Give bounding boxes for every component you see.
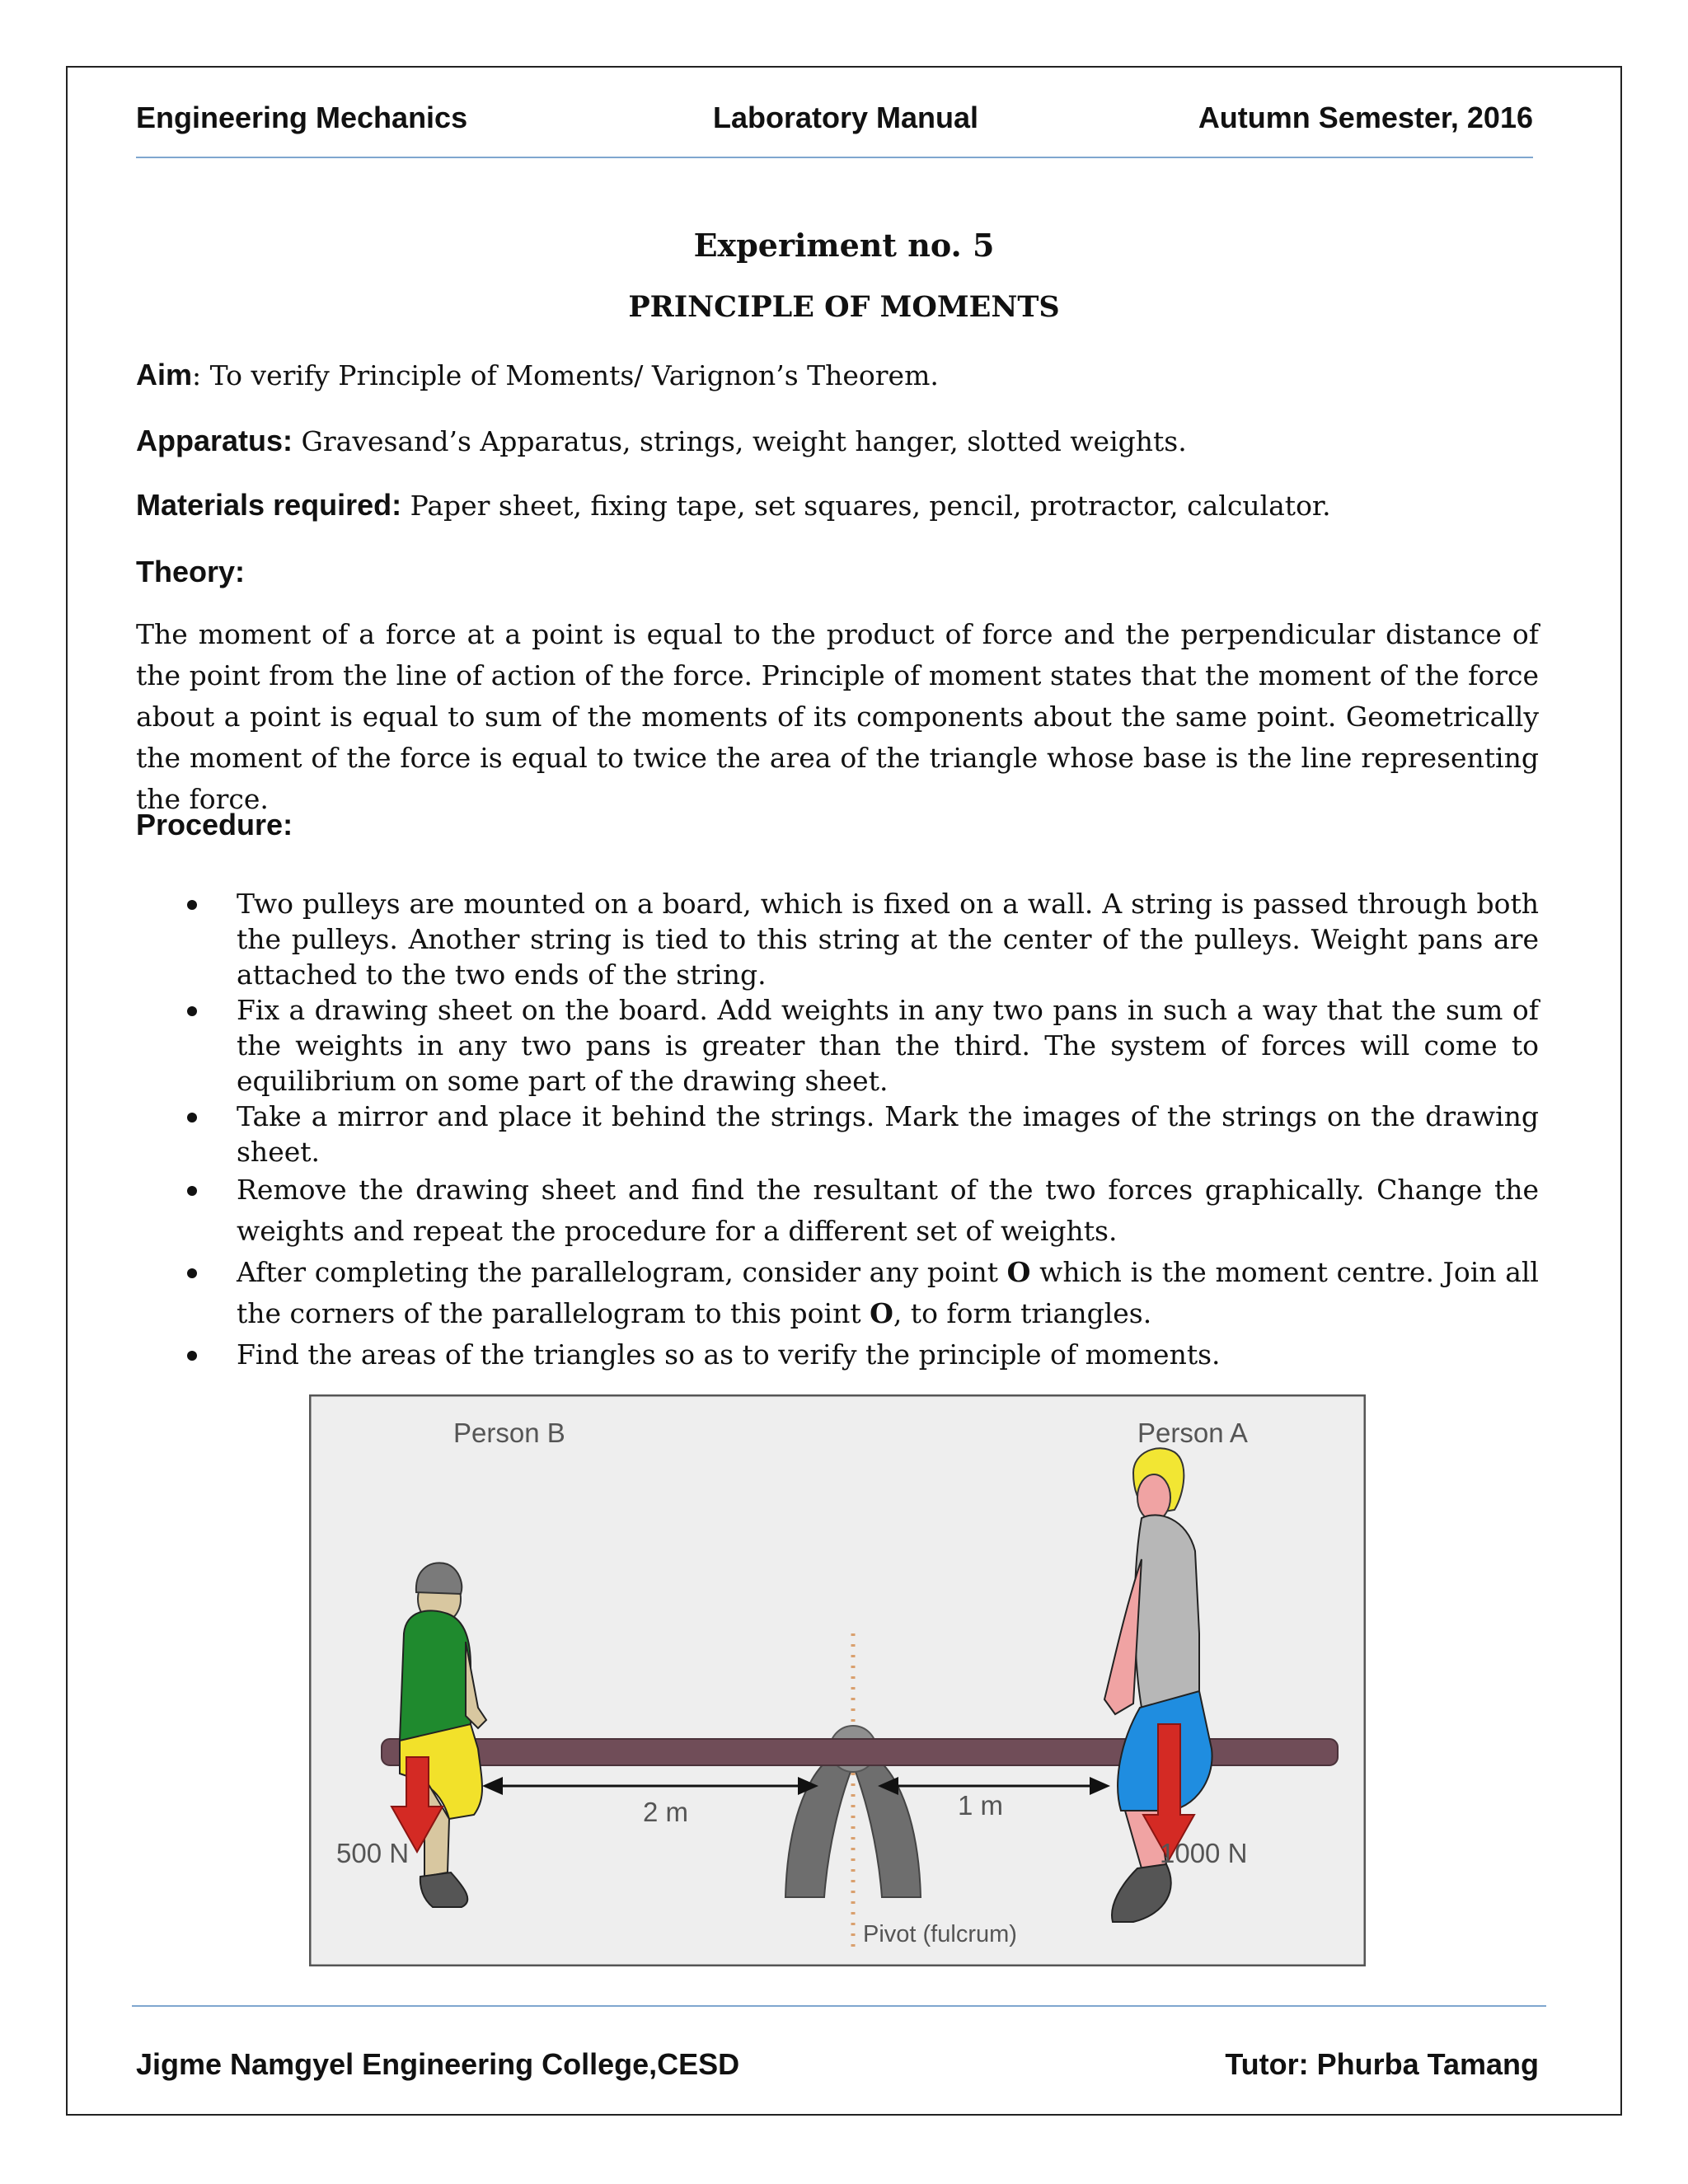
footer-rule — [132, 2005, 1546, 2007]
label-force-left: 500 N — [336, 1838, 410, 1868]
bullet-icon — [187, 900, 197, 910]
apparatus-text: Gravesand’s Apparatus, strings, weight hanger, slotted weights. — [293, 425, 1187, 457]
label-pivot: Pivot (fulcrum) — [863, 1921, 1017, 1947]
materials-text: Paper sheet, fixing tape, set squares, pencil, protractor, calculator. — [401, 490, 1331, 522]
materials-label: Materials required: — [136, 488, 402, 522]
label-person-b: Person B — [453, 1418, 565, 1448]
materials-line — [136, 485, 1539, 527]
bullet-icon — [187, 1351, 197, 1361]
theory-heading: Theory: — [136, 555, 246, 588]
aim-label: Aim — [136, 358, 193, 391]
bullet-icon — [187, 1006, 197, 1016]
bullet-icon — [187, 1186, 197, 1196]
experiment-number: Experiment no. 5 — [693, 227, 995, 264]
list-item: After completing the parallelogram, consider any point O which is the moment centre. Join all the corners of the parallelogram to this point O, to form triangles. — [136, 1252, 1539, 1334]
experiment-title: PRINCIPLE OF MOMENTS — [628, 290, 1060, 324]
page-footer — [136, 2047, 1539, 2083]
label-person-a: Person A — [1137, 1418, 1248, 1448]
aim-line — [136, 354, 1539, 396]
header-manual: Laboratory Manual — [713, 101, 979, 134]
procedure-heading: Procedure: — [136, 808, 293, 841]
header-course: Engineering Mechanics — [136, 101, 468, 134]
footer-tutor: Tutor: Phurba Tamang — [1225, 2047, 1539, 2081]
apparatus-label: Apparatus: — [136, 424, 293, 457]
list-item: Remove the drawing sheet and find the resultant of the two forces graphically. Change the weights and repeat the procedure for a different set of weights. — [136, 1169, 1539, 1252]
bullet-icon — [187, 1113, 197, 1122]
aim-text: : To verify Principle of Moments/ Varignon’s Theorem. — [192, 359, 939, 391]
label-distance-left: 2 m — [643, 1797, 689, 1827]
bullet-icon — [187, 1268, 197, 1278]
list-item: Two pulleys are mounted on a board, which is fixed on a wall. A string is passed through both the pulleys. Another string is tied to this string at the center of the pulleys. Weight pans are attached to the two ends of the string. — [136, 886, 1539, 992]
list-item: Find the areas of the triangles so as to verify the principle of moments. — [136, 1334, 1539, 1376]
footer-college: Jigme Namgyel Engineering College,CESD — [136, 2047, 740, 2081]
apparatus-line — [136, 420, 1539, 462]
theory-paragraph: The moment of a force at a point is equal to the product of force and the perpendicular distance of the point from the line of action of the force. Principle of moment states that the moment of the force about a point is equal to sum of the moments of its components about the same point. Geometrically the moment of the force is equal to twice the area of the triangle whose base is the line representing the force. — [136, 618, 1539, 815]
header-semester: Autumn Semester, 2016 — [1198, 101, 1533, 134]
list-item: Fix a drawing sheet on the board. Add weights in any two pans in such a way that the sum of the weights in any two pans is greater than the third. The system of forces will come to equilibrium on some part of the drawing sheet. — [136, 992, 1539, 1099]
header-rule — [136, 157, 1533, 158]
page-header — [136, 97, 1533, 138]
procedure-list — [136, 886, 1539, 1376]
list-item: Take a mirror and place it behind the strings. Mark the images of the strings on the drawing sheet. — [136, 1099, 1539, 1169]
label-distance-right: 1 m — [958, 1790, 1004, 1821]
seesaw-figure — [309, 1394, 1366, 1966]
label-force-right: 1000 N — [1160, 1838, 1248, 1868]
